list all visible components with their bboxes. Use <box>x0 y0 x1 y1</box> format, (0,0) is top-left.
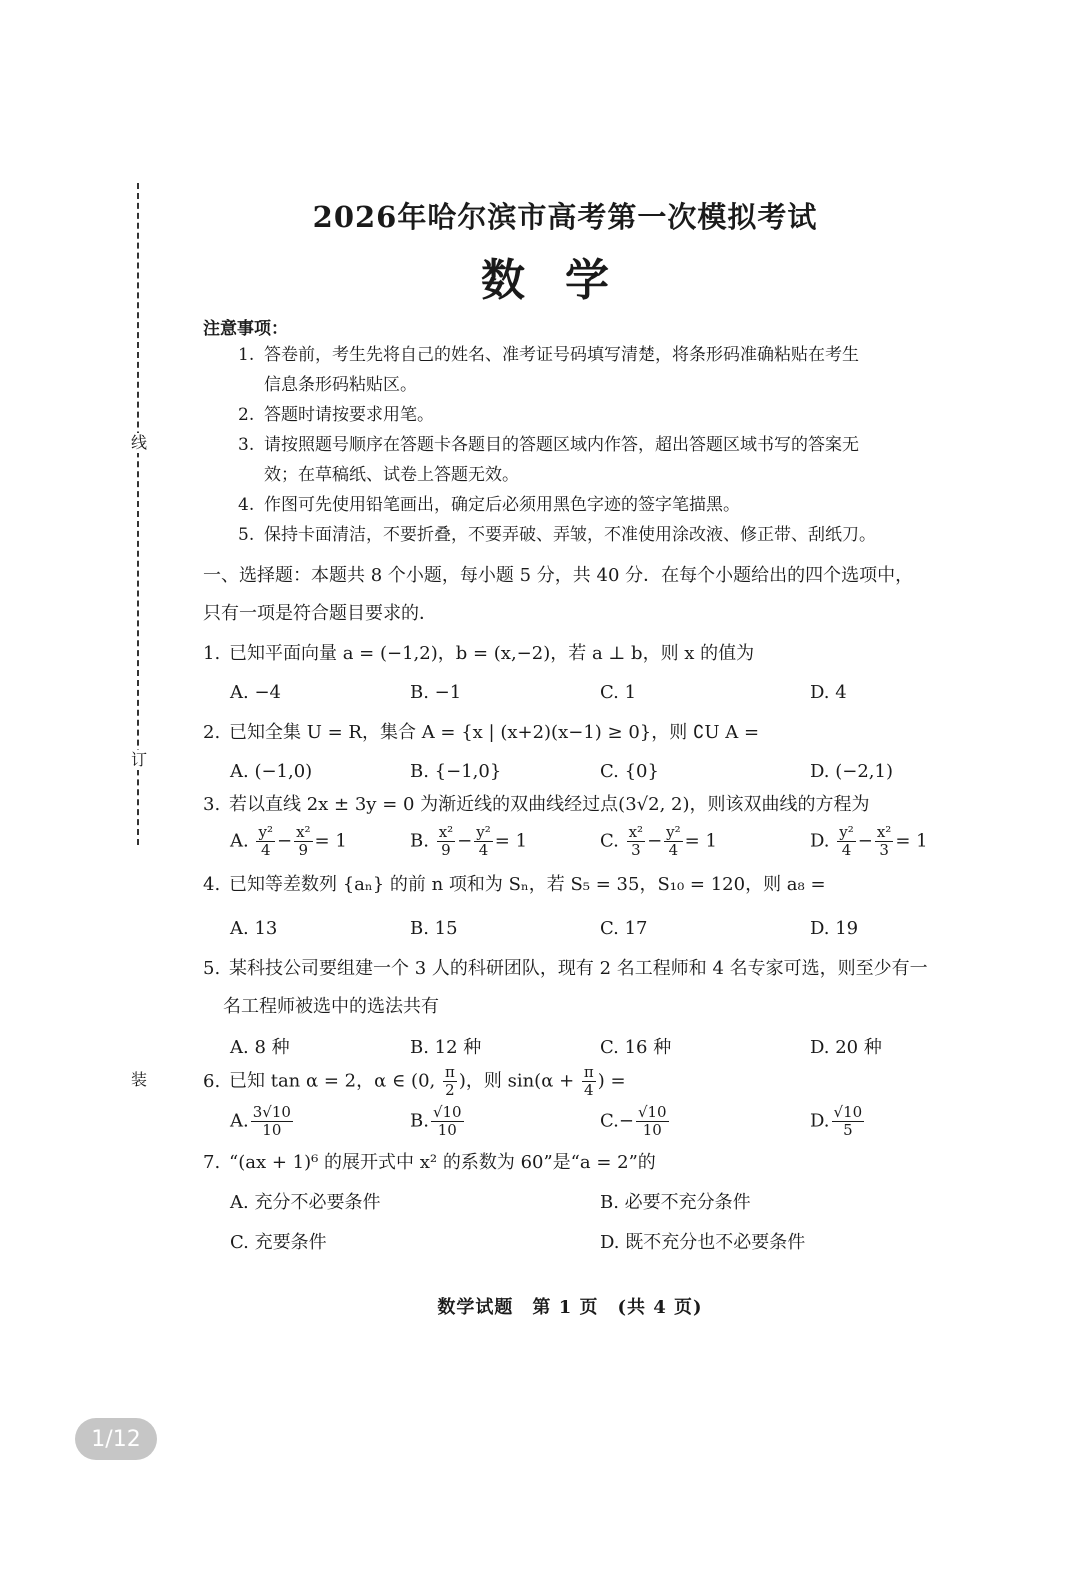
notice-item <box>238 490 938 520</box>
option-b: B. {−1,0} <box>410 761 502 782</box>
option-b: B. 必要不充分条件 <box>600 1192 751 1213</box>
option-c: C. {0} <box>600 761 659 782</box>
denominator: 9 <box>441 841 451 859</box>
question-text: 若以直线 2x ± 3y = 0 为渐近线的双曲线经过点(3√2, 2)，则该双曲线的方程为 <box>229 794 870 815</box>
question-text: )，则 sin(α + <box>458 1070 580 1092</box>
denominator: 4 <box>584 1081 594 1099</box>
option-a: A. −4 <box>230 682 281 703</box>
notice-number: 3. <box>238 435 255 455</box>
option-letter: C. <box>600 830 619 852</box>
question-number: 3. <box>203 794 221 815</box>
fraction <box>664 824 683 859</box>
fraction <box>437 824 455 859</box>
notice-heading: 注意事项： <box>203 319 288 339</box>
option-a: A. 13 <box>230 918 278 939</box>
page-indicator-badge[interactable]: 1/12 <box>75 1418 157 1460</box>
fraction <box>627 824 645 859</box>
operator: − <box>857 830 873 852</box>
option-letter: A. <box>230 830 249 852</box>
option-letter: B. <box>410 830 429 852</box>
question-5 <box>203 954 948 1022</box>
option-d: D. 20 种 <box>810 1037 882 1058</box>
option-a: A. (−1,0) <box>230 761 313 782</box>
question-text: 已知全集 U = R，集合 A = {x | (x+2)(x−1) ≥ 0}，则 ∁U A = <box>229 722 760 743</box>
fraction <box>837 824 856 859</box>
option-d: D. (−2,1) <box>810 761 893 782</box>
notice-item <box>238 520 958 550</box>
notice-text: 保持卡面清洁，不要折叠，不要弄破、弄皱，不准使用涂改液、修正带、刮纸刀。 <box>264 525 876 545</box>
notice-number: 5. <box>238 525 255 545</box>
fraction <box>431 1104 464 1139</box>
numerator: y² <box>666 823 681 841</box>
equation-rhs: = 1 <box>494 830 528 852</box>
fraction <box>875 824 893 859</box>
option-c: C. 1 <box>600 682 637 703</box>
question-number: 2. <box>203 722 221 743</box>
option-a <box>230 1104 295 1139</box>
option-c <box>600 1104 671 1139</box>
page-footer: 数学试题 第 1 页 (共 4 页) <box>437 1297 703 1318</box>
question-text: ) = <box>597 1070 626 1092</box>
question-1 <box>203 639 948 669</box>
margin-mark-order: 订 <box>131 750 148 769</box>
equation-rhs: = 1 <box>684 830 717 852</box>
denominator: 4 <box>668 841 679 859</box>
question-text-cont: 名工程师被选中的选法共有 <box>223 996 439 1017</box>
numerator: 3√10 <box>252 1103 291 1121</box>
option-c <box>600 824 717 859</box>
question-2 <box>203 718 948 748</box>
numerator: y² <box>258 823 273 841</box>
section-heading-cont: 只有一项是符合题目要求的． <box>203 603 437 624</box>
question-number: 4. <box>203 874 221 895</box>
numerator: π <box>583 1063 594 1081</box>
question-number: 1. <box>203 643 221 664</box>
section-heading: 一、选择题：本题共 8 个小题，每小题 5 分，共 40 分．在每个小题给出的四个选项中， <box>203 565 914 586</box>
operator: − <box>647 830 663 852</box>
notice-text-cont: 信息条形码粘贴区。 <box>264 375 417 395</box>
question-text: 已知 tan α = 2，α ∈ (0, <box>229 1070 441 1092</box>
denominator: 10 <box>642 1121 662 1139</box>
numerator: √10 <box>432 1103 462 1121</box>
notice-item <box>238 430 938 490</box>
numerator: π <box>444 1063 455 1081</box>
exam-title: 2026年哈尔滨市高考第一次模拟考试 <box>312 200 818 234</box>
option-b: B. 12 种 <box>410 1037 482 1058</box>
option-letter: B. <box>410 1110 429 1132</box>
denominator: 3 <box>879 841 889 859</box>
option-b <box>410 1104 466 1139</box>
notice-number: 4. <box>238 495 255 515</box>
notice-item <box>238 340 938 400</box>
equation-rhs: = 1 <box>895 830 928 852</box>
option-a <box>230 824 347 859</box>
question-text: 已知等差数列 {aₙ} 的前 n 项和为 Sₙ，若 S₅ = 35，S₁₀ = 120，则 a₈ = <box>229 874 826 895</box>
fraction <box>474 824 493 859</box>
notice-number: 2. <box>238 405 255 425</box>
fraction <box>636 1104 669 1139</box>
numerator: x² <box>438 823 454 841</box>
option-b <box>410 824 527 859</box>
question-4 <box>203 870 948 900</box>
option-d <box>810 824 928 859</box>
question-6 <box>203 1064 948 1099</box>
option-c: C. 17 <box>600 918 648 939</box>
denominator: 4 <box>260 841 271 859</box>
option-b: B. 15 <box>410 918 458 939</box>
question-text: “(ax + 1)⁶ 的展开式中 x² 的系数为 60”是“a = 2”的 <box>229 1152 656 1173</box>
question-7 <box>203 1148 948 1178</box>
notice-item <box>238 400 938 430</box>
question-text: 已知平面向量 a = (−1,2)，b = (x,−2)，若 a ⊥ b，则 x 的值为 <box>229 643 755 664</box>
numerator: x² <box>296 823 311 841</box>
numerator: √10 <box>637 1103 667 1121</box>
denominator: 10 <box>262 1121 282 1139</box>
fraction <box>832 1104 865 1139</box>
fraction <box>251 1104 293 1139</box>
option-letter: C. <box>600 1110 619 1132</box>
margin-mark-bind: 装 <box>131 1070 148 1089</box>
notice-text: 作图可先使用铅笔画出，确定后必须用黑色字迹的签字笔描黑。 <box>264 495 740 515</box>
numerator: x² <box>876 823 892 841</box>
notice-text: 答题时请按要求用笔。 <box>264 405 434 425</box>
question-number: 6. <box>203 1070 221 1092</box>
numerator: x² <box>628 823 644 841</box>
notice-text-cont: 效；在草稿纸、试卷上答题无效。 <box>264 465 519 485</box>
notice-number: 1. <box>238 345 255 365</box>
denominator: 2 <box>445 1081 455 1099</box>
denominator: 10 <box>437 1121 457 1139</box>
operator: − <box>457 830 473 852</box>
subject-title: 数学 <box>481 255 649 306</box>
margin-mark-line: 线 <box>131 433 148 452</box>
option-c: C. 充要条件 <box>230 1232 327 1253</box>
denominator: 3 <box>631 841 641 859</box>
option-c: C. 16 种 <box>600 1037 672 1058</box>
denominator: 5 <box>843 1121 853 1139</box>
question-text: 某科技公司要组建一个 3 人的科研团队，现有 2 名工程师和 4 名专家可选，则至少有一 <box>229 958 928 979</box>
fraction <box>256 824 275 859</box>
option-letter: A. <box>230 1110 249 1132</box>
option-letter: D. <box>810 1110 830 1132</box>
numerator: y² <box>476 823 491 841</box>
denominator: 9 <box>298 841 309 859</box>
option-d: D. 19 <box>810 918 859 939</box>
denominator: 4 <box>841 841 852 859</box>
notice-text: 请按照题号顺序在答题卡各题目的答题区域内作答，超出答题区域书写的答案无 <box>264 435 859 455</box>
option-d <box>810 1104 866 1139</box>
option-a: A. 充分不必要条件 <box>230 1192 381 1213</box>
fraction <box>582 1064 596 1099</box>
question-number: 5. <box>203 958 221 979</box>
fraction <box>294 824 312 859</box>
denominator: 4 <box>478 841 489 859</box>
option-b: B. −1 <box>410 682 462 703</box>
option-a: A. 8 种 <box>230 1037 290 1058</box>
numerator: √10 <box>833 1103 863 1121</box>
question-number: 7. <box>203 1152 221 1173</box>
option-letter: D. <box>810 830 830 852</box>
equation-rhs: = 1 <box>314 830 347 852</box>
operator: − <box>276 830 293 852</box>
fraction <box>443 1064 457 1099</box>
notice-text: 答卷前，考生先将自己的姓名、准考证号码填写清楚，将条形码准确粘贴在考生 <box>264 345 859 365</box>
question-3 <box>203 790 948 820</box>
option-d: D. 4 <box>810 682 847 703</box>
option-sign: − <box>618 1110 634 1132</box>
numerator: y² <box>839 823 854 841</box>
option-d: D. 既不充分也不必要条件 <box>600 1232 806 1253</box>
